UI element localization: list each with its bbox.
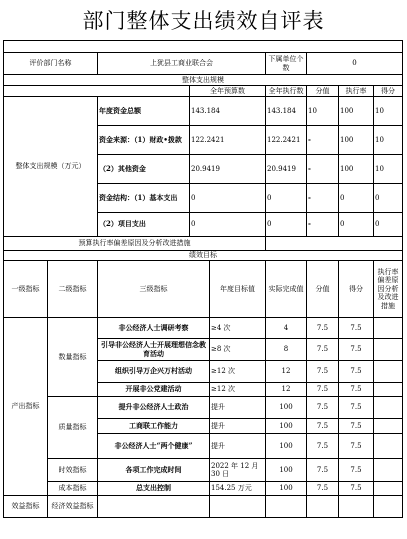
- indicator-name: 组织引导万企兴万村活动: [98, 361, 210, 383]
- economic-indicator-label: 经济效益指标: [48, 496, 98, 518]
- indicator-points: 7.5: [339, 482, 374, 496]
- indicator-actual: 100: [266, 482, 307, 496]
- overall-row-score: 10: [307, 97, 339, 126]
- indicator-score: 7.5: [307, 434, 339, 459]
- overall-row-points: 0: [374, 184, 403, 213]
- overall-section-title: 整体支出规模: [4, 75, 403, 86]
- indicator-target: 154.25 万元: [210, 482, 266, 496]
- indicator-row: [4, 459, 403, 482]
- col-points: 得分: [374, 86, 403, 97]
- level3-header: 三级指标: [98, 261, 210, 318]
- dept-value: 上犹县工商业联合会: [98, 53, 266, 75]
- quality-indicator-label: 质量指标: [48, 397, 98, 459]
- indicator-actual: 8: [266, 339, 307, 361]
- indicator-actual: 12: [266, 383, 307, 397]
- col-rate: 执行率: [339, 86, 374, 97]
- performance-header-row: [4, 261, 403, 318]
- col-budget: 全年预算数: [190, 86, 266, 97]
- overall-row-rate: 100: [339, 126, 374, 155]
- overall-row-score: -: [307, 126, 339, 155]
- spacer-row: [4, 41, 403, 53]
- indicator-row: [4, 397, 403, 419]
- indicator-name: 工商联工作能力: [98, 419, 210, 434]
- benefit-row: [4, 496, 403, 518]
- overall-row-budget: 0: [190, 213, 266, 237]
- indicator-target: ≥4 次: [210, 318, 266, 339]
- overall-row-points: 10: [374, 126, 403, 155]
- benefit-indicator-label: 效益指标: [4, 496, 48, 518]
- overall-row-score: -: [307, 184, 339, 213]
- indicator-name: 各项工作完成时间: [98, 459, 210, 482]
- indicator-actual: 100: [266, 419, 307, 434]
- indicator-target: 提升: [210, 397, 266, 419]
- indicator-reason: [374, 419, 403, 434]
- overall-row-budget: 122.2421: [190, 126, 266, 155]
- actual-value-header: 实际完成值: [266, 261, 307, 318]
- indicator-reason: [374, 459, 403, 482]
- overall-row-executed: 0: [266, 213, 307, 237]
- indicator-name: 提升非公经济人士政治: [98, 397, 210, 419]
- overall-row-rate: 0: [339, 184, 374, 213]
- indicator-score: 7.5: [307, 383, 339, 397]
- overall-row-budget: 143.184: [190, 97, 266, 126]
- level1-header: 一级指标: [4, 261, 48, 318]
- sub-units-value: 0: [307, 53, 403, 75]
- indicator-target: ≥12 次: [210, 361, 266, 383]
- indicator-reason: [374, 361, 403, 383]
- indicator-points: 7.5: [339, 339, 374, 361]
- indicator-points: 7.5: [339, 459, 374, 482]
- indicator-name: 引导非公经济人士开展理想信念教育活动: [98, 339, 210, 361]
- indicator-target: 提升: [210, 434, 266, 459]
- overall-row-label: 年度资金总额: [98, 97, 190, 126]
- overall-row-points: 10: [374, 97, 403, 126]
- performance-section-title: 绩效目标: [4, 251, 403, 261]
- indicator-score: 7.5: [307, 419, 339, 434]
- indicator-points: 7.5: [339, 397, 374, 419]
- overall-row-points: 0: [374, 213, 403, 237]
- overall-section-row: [4, 75, 403, 86]
- cost-indicator-label: 成本指标: [48, 482, 98, 496]
- overall-row-label: 资金来源：（1）财政•拨款: [98, 126, 190, 155]
- indicator-reason: [374, 318, 403, 339]
- indicator-actual: 100: [266, 434, 307, 459]
- indicator-score: 7.5: [307, 361, 339, 383]
- overall-row-label: （2）其他资金: [98, 155, 190, 184]
- indicator-score: 7.5: [307, 397, 339, 419]
- indicator-name: 非公经济人士“两个健康”: [98, 434, 210, 459]
- indicator-target: 2022 年 12 月 30 日: [210, 459, 266, 482]
- indicator-target: ≥12 次: [210, 383, 266, 397]
- indicator-reason: [374, 339, 403, 361]
- indicator-row: [4, 482, 403, 496]
- overall-columns-row: [4, 86, 403, 97]
- timeliness-indicator-label: 时效指标: [48, 459, 98, 482]
- indicator-points: 7.5: [339, 318, 374, 339]
- overall-row-label: 资金结构：（1）基本支出: [98, 184, 190, 213]
- reason-header: 执行率偏差原因分析及改进措施: [374, 261, 403, 318]
- overall-row-executed: 20.9419: [266, 155, 307, 184]
- indicator-score: 7.5: [307, 459, 339, 482]
- overall-row-points: 10: [374, 155, 403, 184]
- indicator-score: 7.5: [307, 482, 339, 496]
- indicator-reason: [374, 397, 403, 419]
- overall-row-rate: 100: [339, 97, 374, 126]
- deviation-label: 预算执行率偏差原因及分析改进措施: [4, 237, 266, 251]
- indicator-points: 7.5: [339, 434, 374, 459]
- indicator-score: 7.5: [307, 339, 339, 361]
- output-indicator-label: 产出指标: [4, 318, 48, 496]
- overall-row-executed: 143.184: [266, 97, 307, 126]
- indicator-row: [4, 318, 403, 339]
- indicator-actual: 100: [266, 459, 307, 482]
- self-evaluation-table: [3, 40, 403, 518]
- overall-row-budget: 0: [190, 184, 266, 213]
- overall-row-score: -: [307, 213, 339, 237]
- overall-row-score: -: [307, 155, 339, 184]
- deviation-value: [266, 237, 403, 251]
- overall-row-label: （2）项目支出: [98, 213, 190, 237]
- indicator-name: 非公经济人士调研考察: [98, 318, 210, 339]
- overall-side-label: 整体支出规模（万元）: [4, 97, 98, 237]
- indicator-score: 7.5: [307, 318, 339, 339]
- header-row: [4, 53, 403, 75]
- indicator-reason: [374, 434, 403, 459]
- indicator-reason: [374, 482, 403, 496]
- overall-row-rate: 100: [339, 155, 374, 184]
- sub-units-label: 下属单位个数: [266, 53, 307, 75]
- col-score: 分值: [307, 86, 339, 97]
- indicator-points: 7.5: [339, 361, 374, 383]
- level2-header: 二级指标: [48, 261, 98, 318]
- deviation-row: [4, 237, 403, 251]
- score-header: 分值: [307, 261, 339, 318]
- page-title: 部门整体支出绩效自评表: [82, 9, 325, 33]
- annual-target-header: 年度目标值: [210, 261, 266, 318]
- indicator-reason: [374, 383, 403, 397]
- overall-row-executed: 0: [266, 184, 307, 213]
- indicator-actual: 4: [266, 318, 307, 339]
- overall-row-budget: 20.9419: [190, 155, 266, 184]
- performance-section-row: [4, 251, 403, 261]
- indicator-name: 开展非公党建活动: [98, 383, 210, 397]
- indicator-name: 总支出控制: [98, 482, 210, 496]
- indicator-points: 7.5: [339, 419, 374, 434]
- indicator-target: ≥8 次: [210, 339, 266, 361]
- indicator-actual: 12: [266, 361, 307, 383]
- indicator-target: 提升: [210, 419, 266, 434]
- col-executed: 全年执行数: [266, 86, 307, 97]
- overall-row-rate: 0: [339, 213, 374, 237]
- overall-row-executed: 122.2421: [266, 126, 307, 155]
- overall-row: [4, 97, 403, 126]
- points-header: 得分: [339, 261, 374, 318]
- indicator-points: 7.5: [339, 383, 374, 397]
- dept-label: 评价部门名称: [4, 53, 98, 75]
- quantity-indicator-label: 数量指标: [48, 318, 98, 397]
- indicator-actual: 100: [266, 397, 307, 419]
